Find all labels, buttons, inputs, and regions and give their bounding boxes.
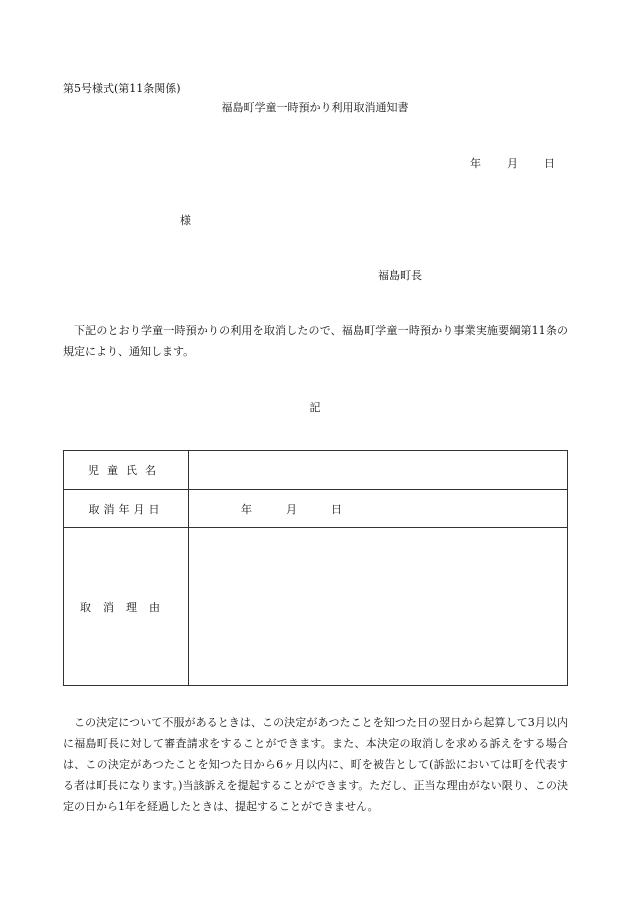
intro-paragraph: 下記のとおり学童一時預かりの利用を取消したので、福島町学童一時預かり事業実施要綱第11条の規定により、通知します。 (63, 324, 568, 358)
cancel-date-label-cell (64, 490, 189, 528)
cancel-date-label: 取消年月日 (88, 502, 164, 516)
child-name-label: 児童氏名 (88, 464, 164, 477)
child-name-field[interactable] (189, 451, 568, 490)
ki-heading: 記 (309, 401, 321, 414)
cancel-month-label: 月 (286, 502, 297, 516)
document-title: 福島町学童一時預かり利用取消通知書 (221, 101, 409, 114)
cancellation-table (63, 450, 568, 686)
date-day-label: 日 (544, 157, 555, 170)
table-row (64, 528, 568, 686)
cancel-year-label: 年 (241, 502, 252, 516)
reason-label-cell (64, 528, 189, 686)
issuer-name: 福島町長 (378, 269, 422, 282)
reason-label: 取消理由 (80, 600, 172, 614)
child-name-label-cell (64, 451, 189, 490)
form-number: 第5号様式(第11条関係) (63, 82, 181, 95)
date-month-label: 月 (507, 157, 518, 170)
recipient-suffix: 様 (180, 214, 191, 227)
issue-date (470, 155, 555, 171)
appeal-notice-paragraph: この決定について不服があるときは、この決定があつたことを知つた日の翌日から起算して3月以内に福島町長に対して審査請求をすることができます。また、本決定の取消しを求める訴えをする場合は、この決定があつたことを知つた日から6ヶ月以内に、町を被告として(訴訟においては町を代表する者は町長になります。)当該訴えを提起することができます。ただし、正当な理由がない限り、この決定の日から1年を経過したときは、提起することができません。 (63, 716, 568, 813)
reason-field[interactable] (189, 528, 568, 686)
cancel-day-label: 日 (331, 502, 342, 516)
cancel-date-field[interactable] (189, 490, 568, 528)
date-year-label: 年 (470, 157, 481, 170)
table-row (64, 490, 568, 528)
table-row (64, 451, 568, 490)
